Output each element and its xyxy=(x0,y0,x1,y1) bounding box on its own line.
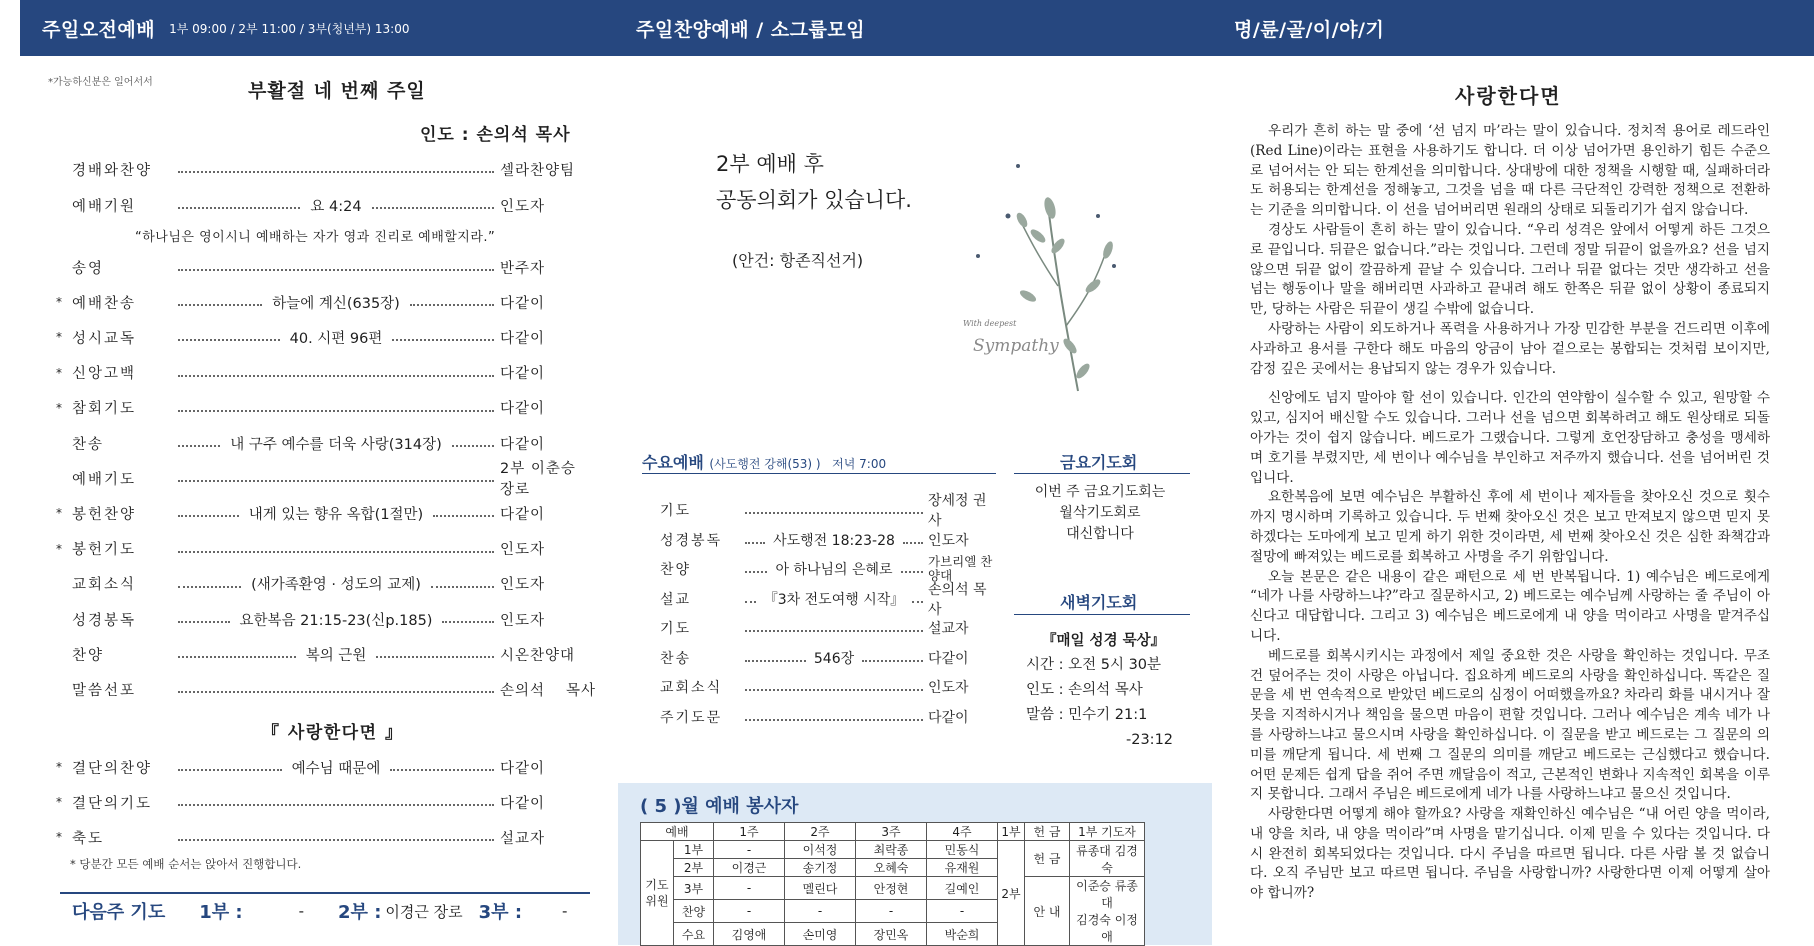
next-prayer-2bu-value: 이경근 장로 xyxy=(385,902,463,921)
next-prayer-3bu-value: - xyxy=(562,902,568,920)
wednesday-person: 인도자 xyxy=(928,532,969,549)
order-person: 다같이 xyxy=(500,401,546,418)
leader-dots xyxy=(862,660,923,662)
wednesday-person: 설교자 xyxy=(928,621,969,637)
wednesday-label: 찬양 xyxy=(660,562,692,578)
leader-dots xyxy=(178,171,494,173)
wednesday-label: 수요예배 xyxy=(642,453,704,472)
wednesday-row xyxy=(660,614,1000,642)
friday-line-2: 월삭기도회로 xyxy=(1059,505,1141,521)
volunteers-table xyxy=(640,822,1145,946)
wednesday-series: (사도행전 강해(53) ) xyxy=(709,457,821,471)
order-row xyxy=(56,461,596,499)
leader-dots xyxy=(745,571,767,573)
order-label: 봉헌기도 xyxy=(72,542,137,559)
order-person: 2부 이춘승 장로 xyxy=(500,461,576,499)
evening-service-header xyxy=(614,0,1212,56)
table-header-cell: 4주 xyxy=(927,823,998,841)
wednesday-row xyxy=(660,644,1000,672)
leader-dots xyxy=(431,586,494,588)
friday-line-1: 이번 주 금요기도회는 xyxy=(1034,484,1166,500)
order-star: * xyxy=(56,295,62,310)
table-cell: 류종대 김경숙 xyxy=(1070,841,1145,877)
order-person: 시온찬양대 xyxy=(500,647,576,664)
wednesday-title xyxy=(642,450,886,473)
order-row xyxy=(56,430,596,456)
article-paragraph: 요한복음에 보면 예수님은 부활하신 후에 세 번이나 제자들을 찾아오신 것으로 횟수까지 명시하며 기록하고 있습니다. 두 번째 찾아오신 것은 보고 만져보지 않으면 믿지 못하겠다는 도마에게 보고 믿게 하기 위한 것이라면, 세 번째 찾아오신 것은 심한 좌책감과 절망에 빠져있는 베드로를 회복하고 사명을 주기 위함입니다. xyxy=(1250,489,1770,565)
next-prayer-label: 다음주 기도 xyxy=(72,902,166,923)
table-cell: 멜린다 xyxy=(785,877,856,900)
leader-dots xyxy=(392,339,494,341)
order-detail: 40. 시편 96편 xyxy=(289,330,383,347)
leader-dots xyxy=(178,656,296,658)
wednesday-label: 성경봉독 xyxy=(660,532,723,549)
header-title: 주일오전예배 xyxy=(42,18,156,41)
sermon-title: 『 사랑한다면 』 xyxy=(262,723,404,743)
table-cell: 장민옥 xyxy=(856,923,927,946)
table-cell: - xyxy=(927,900,998,923)
order-person: 인도자 xyxy=(500,542,546,559)
order-row xyxy=(56,500,596,526)
leader-dots xyxy=(745,719,923,721)
order-detail: 예수님 때문에 xyxy=(291,760,381,777)
leader-dots xyxy=(178,691,494,693)
table-cell: 2부 xyxy=(998,841,1025,946)
order-label: 참회기도 xyxy=(72,401,137,418)
order-row xyxy=(56,571,596,597)
dawn-title: 새벽기도회 xyxy=(1060,593,1138,612)
leader-dots xyxy=(901,571,923,573)
leader-dots xyxy=(433,515,494,517)
notice-line-2: 공동의회가 있습니다. xyxy=(716,188,912,212)
order-row xyxy=(56,360,596,386)
table-cell: 안 내 xyxy=(1025,877,1070,946)
table-cell: 수요 xyxy=(674,923,714,946)
table-cell: - xyxy=(714,841,785,859)
wednesday-label: 기도 xyxy=(660,621,692,637)
order-row xyxy=(56,192,596,218)
article-paragraph: 사랑하는 사람이 외도하거나 폭력을 사용하거나 가장 민감한 부분을 건드리면 이후에 사과하고 용서를 구한다 해도 마음의 앙금이 남아 겉으로는 봉합되는 것처럼 보이지만, 감정 깊은 곳에서는 용납되지 않는 경우가 있습니다. xyxy=(1250,320,1770,377)
dawn-book: 『매일 성경 묵상』 xyxy=(1042,632,1166,649)
table-header-cell: 1부 xyxy=(998,823,1025,841)
wednesday-detail: 『3차 전도여행 시작』 xyxy=(763,591,905,608)
table-cell: - xyxy=(856,900,927,923)
order-detail: 내 구주 예수를 더욱 사랑(314장) xyxy=(230,436,442,453)
order-star: * xyxy=(56,830,62,844)
order-person: 인도자 xyxy=(500,612,546,629)
wednesday-detail: 546장 xyxy=(813,650,855,667)
leader-dots xyxy=(178,375,494,377)
wednesday-time: 저녁 7:00 xyxy=(832,457,887,471)
wednesday-person: 손의석 목사 xyxy=(928,581,987,618)
leader-dots xyxy=(178,410,494,412)
order-label: 축도 xyxy=(72,830,105,847)
order-star: * xyxy=(56,506,62,521)
next-prayer-1bu-label: 1부 : xyxy=(199,902,243,923)
order-label: 교회소식 xyxy=(72,577,137,594)
leader-dots xyxy=(178,339,280,341)
flower-illustration xyxy=(958,146,1128,396)
wednesday-person: 다같이 xyxy=(928,650,969,667)
dawn-time: 시간 : 오전 5시 30분 xyxy=(1026,657,1162,673)
table-cell: 송기정 xyxy=(785,859,856,877)
table-cell: - xyxy=(714,877,785,900)
leader-dots xyxy=(178,207,300,209)
table-cell: 헌 금 xyxy=(1025,841,1070,877)
volunteers-title: ( 5 )월 예배 봉사자 xyxy=(640,796,799,817)
order-star: * xyxy=(56,541,62,556)
divider xyxy=(1014,473,1190,474)
table-group-cell: 기도위원 xyxy=(641,841,674,946)
dawn-info xyxy=(1026,628,1173,753)
morning-service-header xyxy=(20,0,614,56)
friday-title: 금요기도회 xyxy=(1060,453,1138,472)
order-label: 신앙고백 xyxy=(72,366,137,383)
order-label: 결단의기도 xyxy=(72,795,153,812)
wednesday-row xyxy=(660,526,1000,554)
table-cell: 민동식 xyxy=(927,841,998,859)
leader-dots xyxy=(178,586,241,588)
order-row xyxy=(56,536,596,562)
notice-line-1: 2부 예배 후 xyxy=(716,152,824,176)
wednesday-person: 인도자 xyxy=(928,680,969,696)
wednesday-label: 기도 xyxy=(660,503,692,519)
order-star: * xyxy=(56,795,62,809)
article-paragraph: 신앙에도 넘지 말아야 할 선이 있습니다. 인간의 연약함이 실수할 수 있고, 원망할 수 있고, 심지어 배신할 수도 있습니다. 그러나 선을 넘으면 회복하려고 해도 원상태로 되돌아가는 것이 쉽지 않습니다. 베드로가 그랬습니다. 그렇게 호언장담하고 충성을 맹세하며 호기를 부렸지만, 세 번이나 예수님을 부인하고 저주까지 했습니다. 선을 넘어버린 것입니다. xyxy=(1250,390,1770,486)
table-cell: - xyxy=(785,900,856,923)
meeting-agenda: (안건: 항존직선거) xyxy=(732,251,864,270)
order-person: 인도자 xyxy=(500,577,546,594)
table-cell xyxy=(1070,877,1145,946)
leader-dots xyxy=(178,839,494,841)
order-person: 다같이 xyxy=(500,760,546,777)
article-paragraph: 오늘 본문은 같은 내용이 같은 패턴으로 세 번 반복됩니다. 1) 예수님은 베드로에게 “네가 나를 사랑하느냐?”라고 질문하시고, 2) 베드로는 예수님께 사랑하는 줄 주님이 아신다고 대답합니다. 그리고 3) 예수님은 베드로에게 내 양을 먹이라고 사명을 맡겨주십니다. xyxy=(1250,568,1770,644)
order-detail: 요 4:24 xyxy=(310,198,362,215)
wednesday-label: 주기도문 xyxy=(660,709,723,726)
table-cell: - xyxy=(714,900,785,923)
divider xyxy=(642,473,996,474)
service-title: 부활절 네 번째 주일 xyxy=(248,80,426,102)
order-label: 말씀선포 xyxy=(72,682,137,699)
card-text-sympathy: Sympathy xyxy=(973,336,1059,356)
table-cell: 최락종 xyxy=(856,841,927,859)
article-paragraph: 베드로를 회복시키시는 과정에서 제일 중요한 것은 사랑을 확인하는 것입니다. 무조건 덮어주는 것이 사랑은 아닙니다. 집요하게 베드로의 사랑을 확인하십니다. 똑같은 질문을 세 번 연속적으로 받았던 베드로의 심정이 어떠했을까요? 차라리 화를 내시거나 잘못을 지적하시거나 책임을 물으면 마음이 편할 것입니다. 그러나 예수님은 계속 네가 나를 사랑하느냐고 물으시며 사랑을 확인하십니다. 이 질문을 받고 베드로는 그 질문의 의미를 깨닫게 됩니다. 세 번째 그 질문의 의미를 깨닫고 베드로는 근심했다고 했습니다. 어떤 문제든 쉽게 답을 쥐어 주면 깨달음이 적고, 근본적인 변화나 지속적인 회복을 이루지 못합니다. 그래서 주님은 베드로에게 네가 나를 사랑하느냐고 물으신 것입니다. xyxy=(1250,647,1770,803)
wednesday-row xyxy=(660,703,1000,731)
order-person: 다같이 xyxy=(500,366,546,383)
order-row xyxy=(56,676,596,702)
order-label: 성경봉독 xyxy=(72,612,137,629)
wednesday-detail: 아 하나님의 은혜로 xyxy=(775,562,893,578)
order-person: 다같이 xyxy=(500,330,546,347)
order-label: 봉헌찬양 xyxy=(72,506,137,523)
order-row xyxy=(56,754,596,780)
header-title: 주일찬양예배 / 소그룹모임 xyxy=(636,18,866,41)
divider xyxy=(60,892,590,894)
order-person: 다같이 xyxy=(500,795,546,812)
order-person: 다같이 xyxy=(500,295,546,312)
table-header-cell: 1주 xyxy=(714,823,785,841)
service-leader: 인도 : 손의석 목사 xyxy=(420,125,571,145)
table-header-cell: 예배 xyxy=(641,823,714,841)
leader-dots xyxy=(442,621,494,623)
wednesday-label: 설교 xyxy=(660,591,692,608)
order-person: 인도자 xyxy=(500,198,546,215)
table-row xyxy=(641,877,1145,900)
table-cell: 1부 xyxy=(674,841,714,859)
order-row xyxy=(56,606,596,632)
leader-dots xyxy=(745,660,806,662)
order-row xyxy=(56,789,596,815)
table-cell: 유재원 xyxy=(927,859,998,877)
leader-dots xyxy=(745,601,756,603)
order-row xyxy=(56,156,596,182)
leader-dots xyxy=(410,304,494,306)
order-label: 예배찬송 xyxy=(72,295,137,312)
table-header-cell: 3주 xyxy=(856,823,927,841)
leader-dots xyxy=(912,601,923,603)
wednesday-label: 찬송 xyxy=(660,650,692,667)
article-paragraph: 우리가 흔히 하는 말 중에 ‘선 넘지 마’라는 말이 있습니다. 정치적 용어로 레드라인(Red Line)이라는 표현을 사용하기도 합니다. 더 이상 넘어가면 용인하기 힘든 수준으로 넘어서는 안 되는 한계선을 의미합니다. 상대방에 대한 정책을 시행할 때, 실패하더라도 허용되는 한계선을 정해놓고, 그것을 넘을 때 다른 극단적인 강력한 정책으로 전환하는 기준을 의미합니다. 이 선을 넘어버리면 원래의 상태로 되돌리기가 쉽지 않습니다. xyxy=(1250,123,1770,219)
order-label: 성시교독 xyxy=(72,330,137,347)
leader-dots xyxy=(390,769,494,771)
table-row xyxy=(641,841,1145,859)
leader-dots xyxy=(178,445,220,447)
order-row xyxy=(56,641,596,667)
divider xyxy=(1014,614,1190,615)
leader-dots xyxy=(178,769,282,771)
header-title: 명/륜/골/이/야/기 xyxy=(1234,18,1385,41)
leader-dots xyxy=(745,630,923,632)
dawn-word-end: -23:12 xyxy=(1126,732,1174,748)
order-row xyxy=(56,254,596,280)
usher-names-1: 이준승 류종대 xyxy=(1076,879,1138,910)
order-person: 다같이 xyxy=(500,436,546,453)
wednesday-detail: 사도행전 18:23-28 xyxy=(773,532,895,549)
friday-line-3: 대신합니다 xyxy=(1066,526,1134,542)
table-cell: 손미영 xyxy=(785,923,856,946)
order-person: 손의석 목사 xyxy=(500,682,596,699)
order-person: 셀라찬양팀 xyxy=(500,162,576,179)
dawn-leader: 인도 : 손의석 목사 xyxy=(1026,682,1143,698)
dawn-word: 말씀 : 민수기 21:1 xyxy=(1026,707,1148,723)
order-label: 송영 xyxy=(72,260,105,277)
order-star: * xyxy=(56,330,62,345)
order-person: 반주자 xyxy=(500,260,546,277)
table-header-cell: 2주 xyxy=(785,823,856,841)
next-week-prayer xyxy=(72,898,567,924)
seated-footnote: * 당분간 모든 예배 순서는 앉아서 진행합니다. xyxy=(70,857,302,871)
card-text-small: With deepest xyxy=(963,319,1017,328)
next-prayer-3bu-label: 3부 : xyxy=(478,902,523,923)
order-star: * xyxy=(56,365,62,380)
leader-dots xyxy=(178,515,239,517)
friday-notice xyxy=(1010,482,1190,545)
order-star: * xyxy=(56,760,62,774)
table-cell: 이석정 xyxy=(785,841,856,859)
article-body xyxy=(1250,122,1770,904)
leader-dots xyxy=(178,551,494,553)
wednesday-person: 장세정 권사 xyxy=(928,493,987,529)
leader-dots xyxy=(178,804,494,806)
next-prayer-2bu-label: 2부 : xyxy=(338,902,382,923)
story-header xyxy=(1212,0,1814,56)
order-detail: 하늘에 계신(635장) xyxy=(272,295,400,312)
usher-names-2: 김경숙 이정애 xyxy=(1076,913,1138,944)
order-label: 찬송 xyxy=(72,436,105,453)
order-label: 찬양 xyxy=(72,647,105,664)
article-paragraph: 경상도 사람들이 흔히 하는 말이 있습니다. “우리 성격은 앞에서 어떻게 하든 그것으로 끝입니다. 뒤끝은 없습니다.”라는 것입니다. 그런데 정말 뒤끝이 없을까요? 선을 넘지 않으면 뒤끝 없이 깔끔하게 끝날 수 있습니다. 그러나 뒤끝 없다는 것만 생각하고 선을 넘는 행동이나 말을 해버리면 사과하고 끝내려 해도 한쪽은 뒤끝 없이 상황이 종료되지만, 당하는 사람은 뒤끝이 생길 수밖에 없습니다. xyxy=(1250,221,1770,318)
wednesday-label: 교회소식 xyxy=(660,680,723,696)
leader-dots xyxy=(178,304,262,306)
order-row xyxy=(56,824,596,850)
table-header-row xyxy=(641,823,1145,841)
order-detail: 복의 근원 xyxy=(305,647,367,664)
table-cell: 찬양 xyxy=(674,900,714,923)
table-cell: 안정현 xyxy=(856,877,927,900)
order-label: 예배기도 xyxy=(72,471,137,488)
order-star: * xyxy=(56,400,62,415)
table-header-cell: 헌 금 xyxy=(1025,823,1070,841)
leader-dots xyxy=(178,269,494,271)
leader-dots xyxy=(745,542,765,544)
wednesday-person: 다같이 xyxy=(928,709,969,726)
article-title: 사랑한다면 xyxy=(1455,84,1562,108)
wednesday-row xyxy=(660,493,1000,529)
leader-dots xyxy=(178,480,494,482)
leader-dots xyxy=(903,542,923,544)
leader-dots xyxy=(452,445,494,447)
wednesday-row xyxy=(660,673,1000,701)
table-cell: 3부 xyxy=(674,877,714,900)
order-label: 결단의찬양 xyxy=(72,760,153,777)
order-detail: 요한복음 21:15-23(신p.185) xyxy=(239,612,433,629)
leader-dots xyxy=(178,621,230,623)
order-person: 다같이 xyxy=(500,506,546,523)
scripture-quote: “하나님은 영이시니 예배하는 자가 영과 진리로 예배할지라.” xyxy=(135,230,496,245)
wednesday-row xyxy=(660,581,1000,618)
table-cell: 이경근 xyxy=(714,859,785,877)
next-prayer-1bu-value: - xyxy=(298,902,305,920)
leader-dots xyxy=(745,512,923,514)
table-header-cell: 1부 기도자 xyxy=(1070,823,1145,841)
table-cell: 길예인 xyxy=(927,877,998,900)
order-row xyxy=(56,395,596,421)
meeting-notice xyxy=(716,146,912,218)
table-cell: 김영애 xyxy=(714,923,785,946)
article-paragraph: 사랑한다면 어떻게 해야 할까요? 사랑을 재확인하신 예수님은 “내 어린 양을 먹이라, 내 양을 치라, 내 양을 먹이라”며 사명을 맡기십니다. 이제 믿을 수 있다는 것입니다. 다시 완전히 회복되었다는 것입니다. 다시 주님을 따르면 됩니다. 다른 사람 볼 것 없습니다. 오직 주님만 보고 따르면 됩니다. 주님을 사랑합니까? 사랑한다면 이제 어떻게 살아야 합니까? xyxy=(1250,806,1770,902)
order-detail: (새가족환영 · 성도의 교제) xyxy=(251,577,421,594)
service-times: 1부 09:00 / 2부 11:00 / 3부(청년부) 13:00 xyxy=(169,21,410,36)
order-label: 경배와찬양 xyxy=(72,162,153,179)
leader-dots xyxy=(372,207,494,209)
order-row xyxy=(56,289,596,315)
table-cell: 박순희 xyxy=(927,923,998,946)
leader-dots xyxy=(376,656,494,658)
standing-note: *가능하신분은 일어서서 xyxy=(48,77,153,88)
order-row xyxy=(56,324,596,350)
morning-service-column xyxy=(0,0,614,945)
order-person: 설교자 xyxy=(500,830,546,847)
table-cell: 오혜숙 xyxy=(856,859,927,877)
leader-dots xyxy=(745,689,923,691)
table-cell: 2부 xyxy=(674,859,714,877)
order-detail: 내게 있는 향유 옥합(1절만) xyxy=(248,506,424,523)
wednesday-person: 가브리엘 찬양대 xyxy=(928,554,993,583)
order-label: 예배기원 xyxy=(72,198,137,215)
